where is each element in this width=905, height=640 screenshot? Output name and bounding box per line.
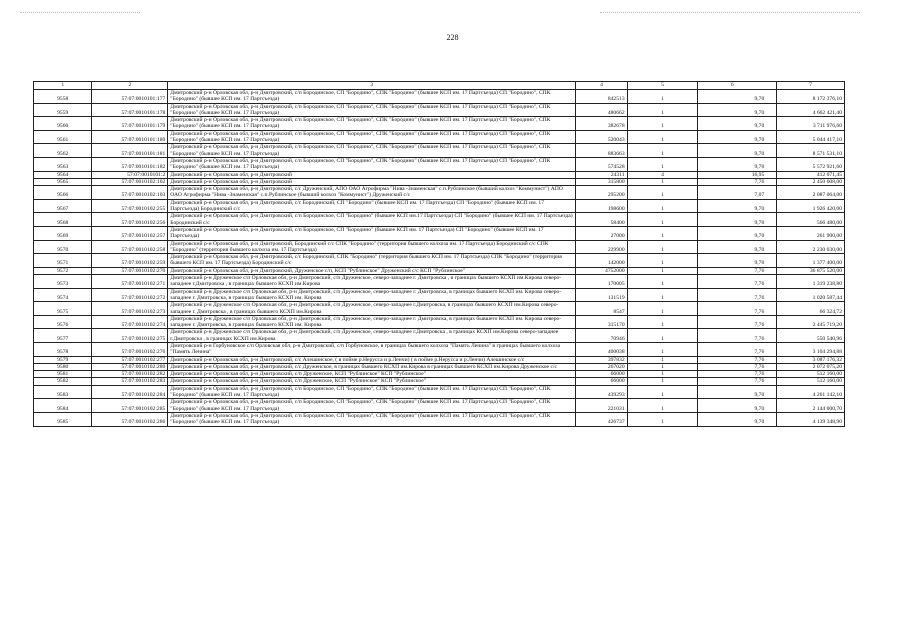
land-address: Дмитровский р-н Орловская обл, р-н Дмитровский, с/п Бородинское, СП "Бородино", СПК "Бородино" (бывшее КСП им. 17 Партсъезда) СП "Бородино", СПК "Бородино" (бывшее КСП им. 17 Партсъезда) (168, 130, 576, 144)
cadastral-number: 57:07:0010101:181 (92, 144, 168, 158)
land-address: Дмитровский р-н Орловская обл, р-н Дмитровский, с/п Бородинское, СП "Бородино" (бывшее КСП им. 17 Партсъезда) СП "Бородино" (бывшее КСП им. 17 Партсъезда) (168, 226, 576, 240)
table-row (34, 385, 845, 399)
cadastral-number: 57:07:0010102:271 (92, 275, 168, 289)
land-address: Дмитровский р-н Орловская обл, р-н Дмитровский, с/с Друженское, в границах бывшего КСХП им.Кирова в границах бывшего КСХП им.Кирова Друженское с/с (168, 363, 576, 370)
column-header-3: 3 (168, 82, 576, 90)
row-number: 9580 (34, 363, 92, 370)
cadastral-value: 2 072 075,20 (777, 363, 845, 370)
land-area: 66000 (576, 378, 627, 385)
cadastral-number: 57:07:0010102:103 (92, 186, 168, 200)
land-area: 58400 (576, 213, 627, 227)
land-area: 400038 (576, 342, 627, 356)
land-area: 267020 (576, 363, 627, 370)
quantity: 1 (627, 90, 698, 104)
land-area: 8547 (576, 302, 627, 316)
cadastral-number: 57:07:0010102:274 (92, 315, 168, 329)
row-number: 9564 (34, 171, 92, 178)
cadastral-value: 4 261 142,10 (777, 385, 845, 399)
rate: 7,76 (698, 363, 777, 370)
page-number: 228 (446, 33, 459, 42)
land-address: Дмитровский р-н Орловская обл, р-н Дмитровский, с/с Бородинский, СП "Бородино" (бывшее КСП им. 17 Партсъезда) СП "Бородино" (бывшее КСП им. 17 Партсъезда) Бородинский с/с (168, 199, 576, 213)
cadastral-number: 57:07:0010101:177 (92, 90, 168, 104)
cadastral-number: 57:07:0010102:285 (92, 399, 168, 413)
cadastral-number: 57:07:0010101:179 (92, 117, 168, 131)
quantity: 1 (627, 302, 698, 316)
cadastral-value: 550 540,96 (777, 329, 845, 343)
quantity: 1 (627, 103, 698, 117)
rate: 7,76 (698, 329, 777, 343)
rate: 7,76 (698, 267, 777, 274)
rate: 7,76 (698, 371, 777, 378)
quantity: 1 (627, 240, 698, 254)
cadastral-value: 512 160,00 (777, 371, 845, 378)
table-row (34, 226, 845, 240)
land-address: Дмитровский р-н Орловская обл, р-н Дмитровский, с/п Бородинское, СП "Бородино", СПК "Бородино" (бывшее КСП им. 17 Партсъезда) СП "Бородино", СПК "Бородино" (бывшее КСП им. 17 Партсъезда) (168, 90, 576, 104)
cadastral-number: 57:07:0010102:277 (92, 356, 168, 363)
table-row (34, 144, 845, 158)
table-row (34, 254, 845, 268)
column-header-1: 1 (34, 82, 92, 90)
row-number: 9568 (34, 213, 92, 227)
cadastral-value: 5 044 417,10 (777, 130, 845, 144)
rate: 7,76 (698, 275, 777, 289)
row-number: 9559 (34, 103, 92, 117)
cadastral-number: 57:07:0010101:2 (92, 171, 168, 178)
rate: 9,70 (698, 157, 777, 171)
table-row (34, 302, 845, 316)
quantity: 1 (627, 178, 698, 185)
cadastral-number: 57:07:0010102:283 (92, 378, 168, 385)
cadastral-value: 261 900,00 (777, 226, 845, 240)
cadastral-value: 1 020 587,44 (777, 288, 845, 302)
row-number: 9576 (34, 315, 92, 329)
row-number: 9570 (34, 240, 92, 254)
land-area: 66000 (576, 371, 627, 378)
table-row (34, 117, 845, 131)
table-row (34, 178, 845, 185)
rate: 7,07 (698, 186, 777, 200)
land-area: 315800 (576, 178, 627, 185)
land-area: 24311 (576, 171, 627, 178)
land-address: Дмитровский р-н Друженское с/п Орловская обл, р-н Дмитровский, с/п Друженское, северо-западнее г. Дмитровска, в границах бывшего КСХП им. Кирова северо-западнее г. Дмитровска, в границах бывшего КСХП им. Кирова (168, 288, 576, 302)
cadastral-number: 57:07:0010102:273 (92, 302, 168, 316)
quantity: 1 (627, 144, 698, 158)
land-address: Дмитровский р-н Орловская обл, р-н Дмитровский, с/с Бородинский, СПК "Бородино" (территория бывшего КСП им. 17 Партсъезда) СПК "Бородино" (территория бывшего КСП им. 17 Партсъезда) Бородинский с/с (168, 254, 576, 268)
land-address: Дмитровский р-н Друженское с/п Орловская обл, р-н Дмитровский, с/п Друженское, северо-западнее г.Дмитровска , в границах КСХП им.Кирова северо-западнее г.Дмитровска , в границах КСХП им.Кирова (168, 329, 576, 343)
table-header (34, 82, 845, 90)
rate: 9,70 (698, 130, 777, 144)
land-area: 198600 (576, 199, 627, 213)
land-area: 574528 (576, 157, 627, 171)
row-number: 9561 (34, 130, 92, 144)
cadastral-value: 3 711 976,60 (777, 117, 845, 131)
row-number: 9562 (34, 144, 92, 158)
cadastral-number: 57:07:0010102:284 (92, 385, 168, 399)
table-row (34, 356, 845, 363)
quantity: 1 (627, 371, 698, 378)
land-area: 170005 (576, 275, 627, 289)
land-address: Дмитровский р-н Орловская обл, р-н Дмитровский, с/с Алешинское, ( в пойме р.Нерусса и р.Ленчи) ( в пойме р.Нерусса и р.Ленчи) Алешинское с/с (168, 356, 576, 363)
land-registry-table (33, 81, 845, 427)
cadastral-number: 57:07:0010102:276 (92, 342, 168, 356)
cadastral-number: 57:07:0010102:270 (92, 267, 168, 274)
row-number: 9574 (34, 288, 92, 302)
table-row (34, 90, 845, 104)
rate: 9,70 (698, 90, 777, 104)
rate: 9,70 (698, 399, 777, 413)
land-address: Дмитровский р-н Орловская обл, р-н Дмитровский, с/п Друженское, КСП "Рублинское" КСП "Рублинское" (168, 371, 576, 378)
land-area: 27000 (576, 226, 627, 240)
column-header-2: 2 (92, 82, 168, 90)
cadastral-number: 57:07:0010102:282 (92, 371, 168, 378)
cadastral-value: 3 087 176,32 (777, 356, 845, 363)
row-number: 9563 (34, 157, 92, 171)
rate: 7,76 (698, 342, 777, 356)
land-area: 229900 (576, 240, 627, 254)
land-address: Дмитровский р-н Орловская обл, р-н Дмитровский, Бородинский с/с СПК "Бородино" (территория бывшего колхоза им. 17 Партсъезда) Бородинский с/с СПК "Бородино" (территория бывшего колхоза им. 17 Партсъезда) (168, 240, 576, 254)
row-number: 9572 (34, 267, 92, 274)
cadastral-number: 57:07:0010101:182 (92, 157, 168, 171)
cadastral-number: 57:07:0010102:286 (92, 412, 168, 426)
row-number: 9573 (34, 275, 92, 289)
table-row (34, 329, 845, 343)
land-area: 842513 (576, 90, 627, 104)
quantity: 1 (627, 378, 698, 385)
land-address: Дмитровский р-н Друженское с/п Орловская обл, р-н Дмитровский, с/п Друженское, северо-западнее г. Дмитровска , в границах бывшего КСХП им.Кирова северо-западнее г.Дмитровска , в границах бывшего КСХП им.Кирова (168, 275, 576, 289)
cadastral-number: 57:07:0010102:259 (92, 254, 168, 268)
row-number: 9566 (34, 186, 92, 200)
table-row (34, 288, 845, 302)
table-row (34, 240, 845, 254)
land-address: Дмитровский р-н Орловская обл, р-н Дмитровский, с/п Бородинское, СП "Бородино", СПК "Бородино" (бывшее КСП им. 17 Партсъезда) СП "Бородино", СПК "Бородино" (бывшее КСП им. 17 Партсъезда) (168, 385, 576, 399)
cadastral-value: 512 160,00 (777, 378, 845, 385)
rate: 7,76 (698, 288, 777, 302)
cadastral-value: 566 480,00 (777, 213, 845, 227)
land-address: Дмитровский р-н Орловская обл, р-н Дмитровский, с/п Бородинское, СП "Бородино", СПК "Бородино" (бывшее КСП им. 17 Партсъезда) СП "Бородино", СПК "Бородино" (бывшее КСП им. 17 Партсъезда) (168, 117, 576, 131)
scan-artifact (20, 12, 140, 14)
land-address: Дмитровский р-н Орловская обл, р-н Дмитровский, с/п Бородинское, СП "Бородино" (бывшее КСП им.17 Партсъезда) СП "Бородино" (бывшее КСП им. 17 Партсъезда) Бородинский с/с (168, 213, 576, 227)
quantity: 1 (627, 342, 698, 356)
land-area: 131519 (576, 288, 627, 302)
cadastral-value: 2 087 064,00 (777, 186, 845, 200)
land-address: Дмитровский р-н Орловская обл, р-н Дмитровский, с/с Друженский, АПО ОАО Агрофирма "Нива -Знаменская" с.п.Рублинское (бывший колхоз "Коммунист") АПО ОАО Агрофирма "Нива -Знаменская" с.п.Рублинское (бывший колхоз "Коммунист") Друженский с/с (168, 186, 576, 200)
scan-artifact (600, 12, 860, 14)
rate: 9,70 (698, 254, 777, 268)
rate: 9,70 (698, 199, 777, 213)
table-body (34, 90, 845, 427)
cadastral-value: 412 071,45 (777, 171, 845, 178)
quantity: 1 (627, 226, 698, 240)
rate: 9,70 (698, 144, 777, 158)
row-number: 9567 (34, 199, 92, 213)
cadastral-number: 57:07:0010101:178 (92, 103, 168, 117)
land-address: Дмитровский р-н Орловская обл, р-н Дмитровский, с/п Бородинское, СП "Бородино", СПК "Бородино" (бывшее КСП им. 17 Партсъезда) СП "Бородино", СПК "Бородино" (бывшее КСП им. 17 Партсъезда) (168, 103, 576, 117)
table-row (34, 103, 845, 117)
cadastral-value: 2 450 608,00 (777, 178, 845, 185)
cadastral-value: 4 662 421,40 (777, 103, 845, 117)
quantity: 1 (627, 157, 698, 171)
cadastral-value: 1 926 420,00 (777, 199, 845, 213)
land-address: Дмитровский р-н Орловская обл, р-н Дмитровский, Друженское с/п, КСП "Рублинское" Друженский с/с КСП "Рублинское" (168, 267, 576, 274)
table-row (34, 315, 845, 329)
land-address: Дмитровский р-н Орловская обл, р-н Дмитровский, с/п Друженское, КСП "Рублинское" КСП "Рублинское" (168, 378, 576, 385)
rate: 7,76 (698, 378, 777, 385)
land-area: 480662 (576, 103, 627, 117)
land-address: Дмитровский р-н Орловская обл, р-н Дмитровский (168, 171, 576, 178)
rate: 9,70 (698, 412, 777, 426)
row-number: 9581 (34, 371, 92, 378)
quantity: 4 (627, 171, 698, 178)
land-area: 221031 (576, 399, 627, 413)
land-address: Дмитровский р-н Друженское с/п Орловская обл, р-н Дмитровский, с/п Друженское, северо-западнее г. Дмитровска, в границах бывшего КСХП им. Кирова северо-западнее г. Дмитровска, в границах бывшего КСХП им. Кирова (168, 315, 576, 329)
cadastral-number: 57:07:0010102:102 (92, 178, 168, 185)
cadastral-value: 5 572 921,60 (777, 157, 845, 171)
land-address: Дмитровский р-н Орловская обл, р-н Дмитровский (168, 178, 576, 185)
table-row (34, 199, 845, 213)
quantity: 1 (627, 213, 698, 227)
cadastral-value: 1 319 238,80 (777, 275, 845, 289)
land-area: 883663 (576, 144, 627, 158)
quantity: 1 (627, 412, 698, 426)
quantity: 1 (627, 267, 698, 274)
quantity: 1 (627, 186, 698, 200)
quantity: 1 (627, 199, 698, 213)
rate: 16,95 (698, 171, 777, 178)
row-number: 9583 (34, 385, 92, 399)
table-row (34, 412, 845, 426)
quantity: 1 (627, 385, 698, 399)
cadastral-number: 57:07:0010102:258 (92, 240, 168, 254)
cadastral-number: 57:07:0010102:275 (92, 329, 168, 343)
quantity: 1 (627, 275, 698, 289)
rate: 9,70 (698, 117, 777, 131)
land-address: Дмитровский р-н Орловская обл, р-н Дмитровский, с/п Бородинское, СП "Бородино", СПК "Бородино" (бывшее КСП им. 17 Партсъезда) СП "Бородино", СПК "Бородино" (бывшее КСП им. 17 Партсъезда) (168, 399, 576, 413)
table-row (34, 213, 845, 227)
rate: 7,76 (698, 302, 777, 316)
row-number: 9584 (34, 399, 92, 413)
cadastral-value: 3 104 294,88 (777, 342, 845, 356)
quantity: 1 (627, 117, 698, 131)
land-area: 142000 (576, 254, 627, 268)
row-number: 9575 (34, 302, 92, 316)
land-area: 520043 (576, 130, 627, 144)
row-number: 9585 (34, 412, 92, 426)
row-number: 9578 (34, 342, 92, 356)
table-row (34, 399, 845, 413)
land-address: Дмитровский р-н Орловская обл, р-н Дмитровский, с/п Бородинское, СП "Бородино", СПК "Бородино" (бывшее КСП им. 17 Партсъезда) СП "Бородино", СПК "Бородино" (бывшее КСП им. 17 Партсъезда) (168, 157, 576, 171)
row-number: 9560 (34, 117, 92, 131)
land-address: Дмитровский р-н Орловская обл, р-н Дмитровский, с/п Бородинское, СП "Бородино", СПК "Бородино" (бывшее КСП им. 17 Партсъезда) СП "Бородино", СПК "Бородино" (бывшее КСП им. 17 Партсъезда) (168, 412, 576, 426)
table-row (34, 186, 845, 200)
cadastral-value: 8 571 531,10 (777, 144, 845, 158)
rate: 7,76 (698, 178, 777, 185)
rate: 7,76 (698, 315, 777, 329)
row-number: 9582 (34, 378, 92, 385)
cadastral-value: 36 875 520,00 (777, 267, 845, 274)
row-number: 9579 (34, 356, 92, 363)
land-address: Дмитровский р-н Друженское с/п Орловская обл, р-н Дмитровский, с/п Друженское, северо-западнее г.Дмитровска, в границах бывшего КСХП им.Кирова северо-западнее г. Дмитровска , в границах бывшего КСХП им.Кирова (168, 302, 576, 316)
cadastral-value: 2 230 030,00 (777, 240, 845, 254)
table-row (34, 363, 845, 370)
header-row (34, 82, 845, 90)
cadastral-number: 57:07:0010101:180 (92, 130, 168, 144)
rate: 9,70 (698, 103, 777, 117)
quantity: 1 (627, 288, 698, 302)
rate: 9,70 (698, 385, 777, 399)
row-number: 9569 (34, 226, 92, 240)
land-area: 382678 (576, 117, 627, 131)
cadastral-number: 57:07:0010102:280 (92, 363, 168, 370)
cadastral-value: 2 445 719,20 (777, 315, 845, 329)
cadastral-number: 57:07:0010102:257 (92, 226, 168, 240)
rate: 9,70 (698, 226, 777, 240)
table-row (34, 378, 845, 385)
land-area: 295200 (576, 186, 627, 200)
column-header-7: 7 (777, 82, 845, 90)
cadastral-value: 2 144 000,70 (777, 399, 845, 413)
cadastral-number: 57:07:0010102:272 (92, 288, 168, 302)
rate: 9,70 (698, 213, 777, 227)
table-row (34, 371, 845, 378)
land-area: 439293 (576, 385, 627, 399)
cadastral-value: 4 139 348,90 (777, 412, 845, 426)
land-area: 70946 (576, 329, 627, 343)
cadastral-number: 57:07:0010102:256 (92, 213, 168, 227)
rate: 7,76 (698, 356, 777, 363)
row-number: 9565 (34, 178, 92, 185)
cadastral-value: 1 377 400,00 (777, 254, 845, 268)
column-header-4: 4 (576, 82, 627, 90)
quantity: 1 (627, 399, 698, 413)
row-number: 9577 (34, 329, 92, 343)
table-row (34, 171, 845, 178)
land-address: Дмитровский р-н Орловская обл, р-н Дмитровский, с/п Бородинское, СП "Бородино", СПК "Бородино" (бывшее КСП им. 17 Партсъезда) СП "Бородино", СПК "Бородино" (бывшее КСП им. 17 Партсъезда) (168, 144, 576, 158)
land-area: 426737 (576, 412, 627, 426)
table-row (34, 342, 845, 356)
column-header-5: 5 (627, 82, 698, 90)
cadastral-value: 66 324,72 (777, 302, 845, 316)
land-area: 4752000 (576, 267, 627, 274)
land-area: 397832 (576, 356, 627, 363)
row-number: 9558 (34, 90, 92, 104)
row-number: 9571 (34, 254, 92, 268)
quantity: 1 (627, 356, 698, 363)
table-row (34, 157, 845, 171)
column-header-6: 6 (698, 82, 777, 90)
quantity: 1 (627, 254, 698, 268)
table-row (34, 130, 845, 144)
quantity: 1 (627, 329, 698, 343)
quantity: 1 (627, 363, 698, 370)
cadastral-value: 8 172 376,10 (777, 90, 845, 104)
table-row (34, 267, 845, 274)
land-address: Дмитровский р-н Горбуновское с/п Орловская обл, р-н Дмитровский, с/п Горбуновское, в границах бывшего колхоза "Память Ленина" в границах бывшего колхоза "Память Ленина" (168, 342, 576, 356)
rate: 9,70 (698, 240, 777, 254)
quantity: 1 (627, 130, 698, 144)
table-row (34, 275, 845, 289)
land-area: 315170 (576, 315, 627, 329)
cadastral-number: 57:07:0010102:255 (92, 199, 168, 213)
quantity: 1 (627, 315, 698, 329)
